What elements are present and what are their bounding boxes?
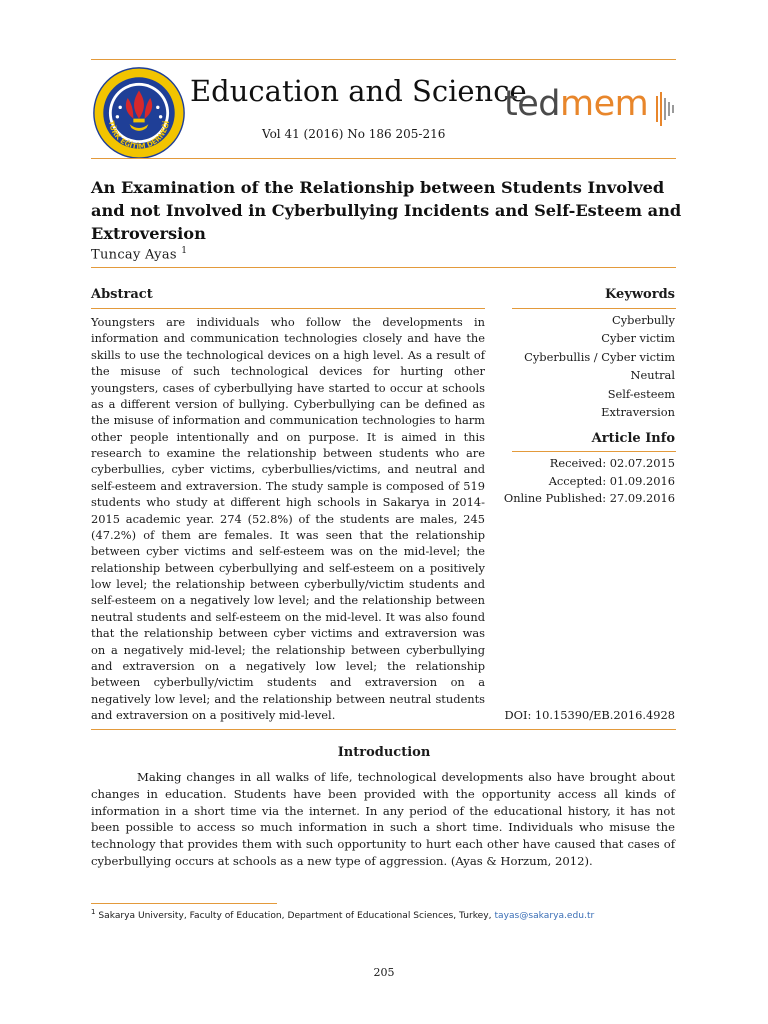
- introduction-heading: Introduction: [337, 745, 431, 760]
- doi-text: DOI: 10.15390/EB.2016.4928: [504, 708, 675, 722]
- tedmem-bars-icon: [656, 90, 678, 128]
- footnote-text: Sakarya University, Faculty of Education, Department of Educational Sciences, Turkey,: [98, 911, 495, 922]
- journal-title: Education and Science: [190, 74, 527, 108]
- journal-seal-logo: [92, 66, 186, 160]
- footnote-rule: [91, 903, 277, 904]
- header-top-rule: [91, 59, 676, 60]
- author-footnote-mark: 1: [181, 246, 188, 256]
- introduction-text: Making changes in all walks of life, technological developments also have brought about changes in education. Students have been provided with the opportunity access all kinds of information in a short time via the internet. In any period of the educational history, it has not been possible to access so much information in such a short time. Individuals who misuse the technology that provides them with such opportunity to hurt each other have caused that cases of cyberbullying occurs at schools as a new type of aggression. (Ayas & Horzum, 2012).: [91, 770, 675, 868]
- keyword-item: Neutral: [630, 368, 675, 383]
- keywords-list: [524, 311, 675, 421]
- tedmem-logo-ted: ted: [504, 84, 560, 124]
- svg-text:TÜRK EĞİTİM DERNEĞİ: TÜRK EĞİTİM DERNEĞİ: [106, 119, 171, 151]
- author-name: [91, 246, 187, 262]
- article-info-rule: [512, 451, 676, 452]
- author-footnote: [91, 908, 594, 921]
- accepted-date: Accepted: 01.09.2016: [548, 473, 675, 488]
- author-name-text: Tuncay Ayas: [91, 247, 177, 263]
- keywords-heading: Keywords: [605, 287, 675, 302]
- article-title: An Examination of the Relationship between Students Involved and not Involved in Cyberbullying Incidents and Self-Esteem and Extroversion: [91, 178, 682, 243]
- keywords-rule: [512, 308, 676, 309]
- volume-issue-line: Vol 41 (2016) No 186 205-216: [262, 127, 446, 141]
- abstract-heading: Abstract: [91, 287, 153, 302]
- article-info-heading: Article Info: [591, 431, 675, 446]
- article-info-list: [504, 455, 675, 508]
- received-date: Received: 02.07.2015: [549, 456, 675, 470]
- tedmem-logo: [504, 84, 648, 124]
- abstract-bottom-rule: [91, 729, 676, 730]
- keyword-item: Extraversion: [601, 404, 675, 419]
- footnote-mark: 1: [91, 908, 96, 916]
- abstract-rule: [91, 308, 485, 309]
- abstract-text: Youngsters are individuals who follow the developments in information and communication technologies closely and have the skills to use the technological devices on a high level. As a result of the misuse of such technological devices for hurting other youngsters, cases of cyberbullying have started to occur at schools as a different version of bullying. Cyberbullying can be defined as the misuse of information and communication technologies to harm other people intentionally and on purpose. It is aimed in this research to examine the relationship between students who are cyberbullies, cyber victims, cyberbullies/victims, and neutral and self-esteem and extraversion. The study sample is composed of 519 students who study at different high schools in Sakarya in 2014-2015 academic year. 274 (52.8%) of the students are males, 245 (47.2%) of them are females. It was seen that the relationship between cyber victims and self-esteem was on the mid-level; the relationship between cyberbullying and self-esteem on a positively low level; the relationship between cyberbully/victim students and self-esteem on a negatively low level; and the relationship between neutral students and self-esteem on the mid-level. It was also found that the relationship between cyber victims and extraversion was on a negatively mid-level; the relationship between cyberbullying and extraversion on a negatively low level; the relationship between cyberbully/victim students and extraversion on a negatively low level; and the relationship between neutral students and extraversion on a positively mid-level.: [91, 315, 485, 722]
- author-rule: [91, 267, 676, 268]
- page-number: 205: [373, 966, 395, 979]
- footnote-email-link[interactable]: tayas@sakarya.edu.tr: [494, 911, 595, 922]
- header-bottom-rule: [91, 158, 676, 159]
- keyword-item: Cyberbullis / Cyber victim: [524, 349, 675, 364]
- keyword-item: Cyberbully: [612, 313, 675, 327]
- keyword-item: Self-esteem: [607, 386, 675, 401]
- published-date: Online Published: 27.09.2016: [503, 491, 675, 505]
- tedmem-logo-mem: mem: [559, 84, 649, 124]
- keyword-item: Cyber victim: [601, 331, 675, 346]
